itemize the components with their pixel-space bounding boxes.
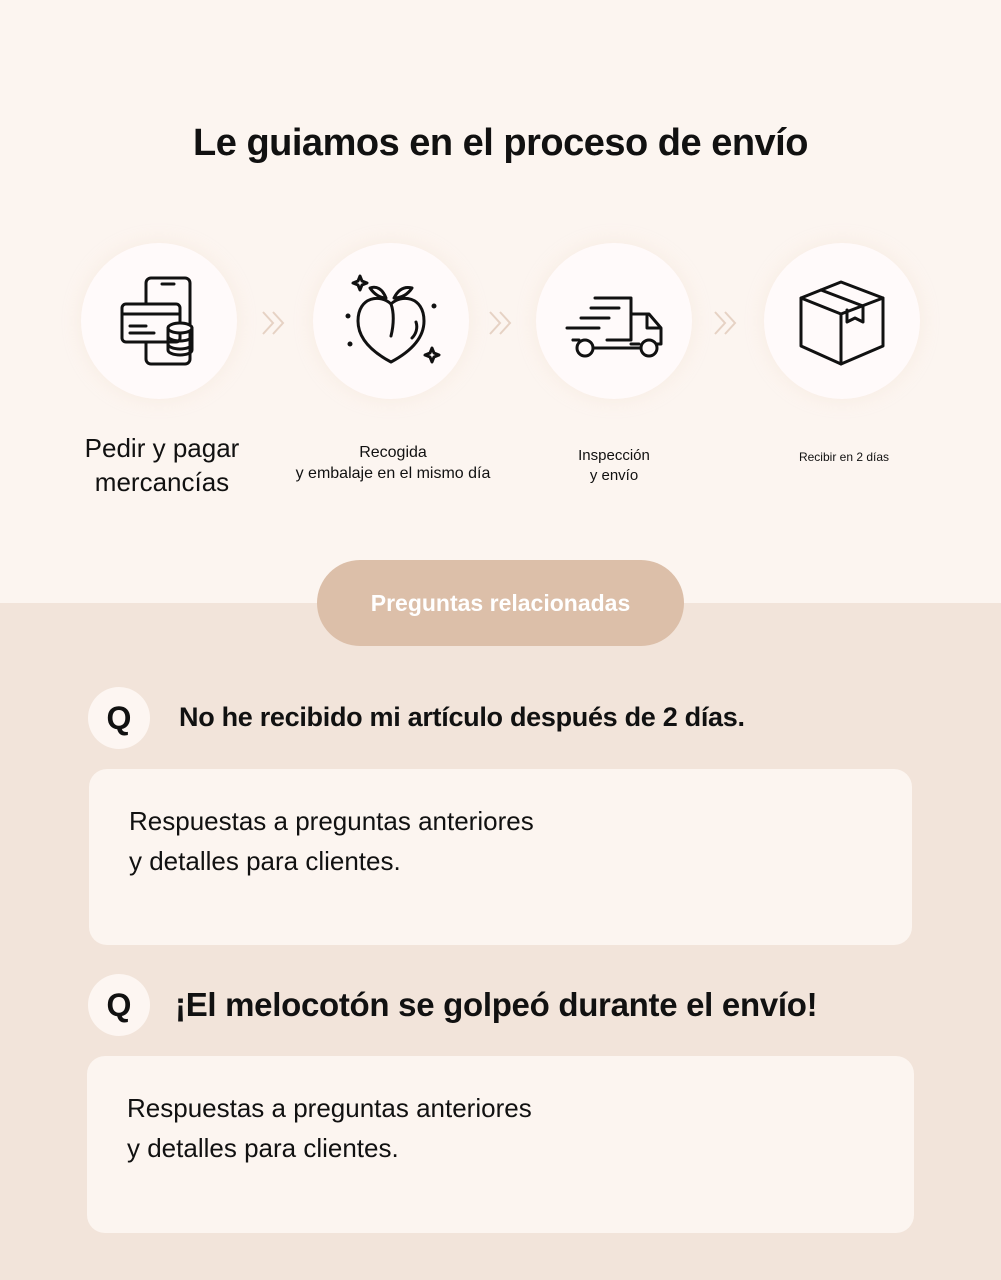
page-title: Le guiamos en el proceso de envío — [193, 122, 808, 164]
step-1-label-line2: mercancías — [94, 466, 230, 497]
faq-2-answer — [87, 1056, 914, 1233]
faq-2-question[interactable]: ¡El melocotón se golpeó durante el envío! — [175, 986, 818, 1023]
chevron-right-icon — [486, 308, 516, 338]
related-questions-button[interactable]: Preguntas relacionadas — [317, 560, 684, 646]
step-3-label — [540, 446, 688, 485]
faq-2-answer-line1: Respuestas a preguntas anteriores — [127, 1093, 532, 1123]
step-4-label — [770, 450, 918, 466]
faq-2-answer-line2: y detalles para clientes. — [127, 1133, 399, 1164]
step-3-circle — [536, 243, 692, 399]
step-2-label — [283, 443, 503, 485]
peach-sparkle-icon — [336, 266, 446, 376]
faq-1-answer-line1: Respuestas a preguntas anteriores — [129, 806, 534, 836]
step-4-label-line1: Recibir en 2 días — [798, 450, 890, 464]
step-2-label-line2: y embalaje en el mismo día — [295, 464, 491, 482]
package-box-icon — [787, 266, 897, 376]
step-1-label — [60, 432, 264, 500]
step-3-label-line2: y envío — [589, 466, 639, 484]
step-2-label-line1: Recogida — [359, 444, 427, 461]
step-1-label-line1: Pedir y pagar — [84, 433, 240, 463]
faq-1-question[interactable]: No he recibido mi artículo después de 2 días. — [179, 702, 745, 732]
question-badge: Q — [88, 974, 150, 1036]
faq-1-answer — [89, 769, 912, 945]
chevron-right-icon — [259, 308, 289, 338]
chevron-right-icon — [711, 308, 741, 338]
step-4-circle — [764, 243, 920, 399]
faq-1-answer-line2: y detalles para clientes. — [129, 846, 401, 877]
question-badge: Q — [88, 687, 150, 749]
step-3-label-line1: Inspección — [578, 447, 650, 464]
card-phone-coins-icon — [104, 266, 214, 376]
step-2-circle — [313, 243, 469, 399]
step-1-circle — [81, 243, 237, 399]
delivery-truck-icon — [559, 266, 669, 376]
